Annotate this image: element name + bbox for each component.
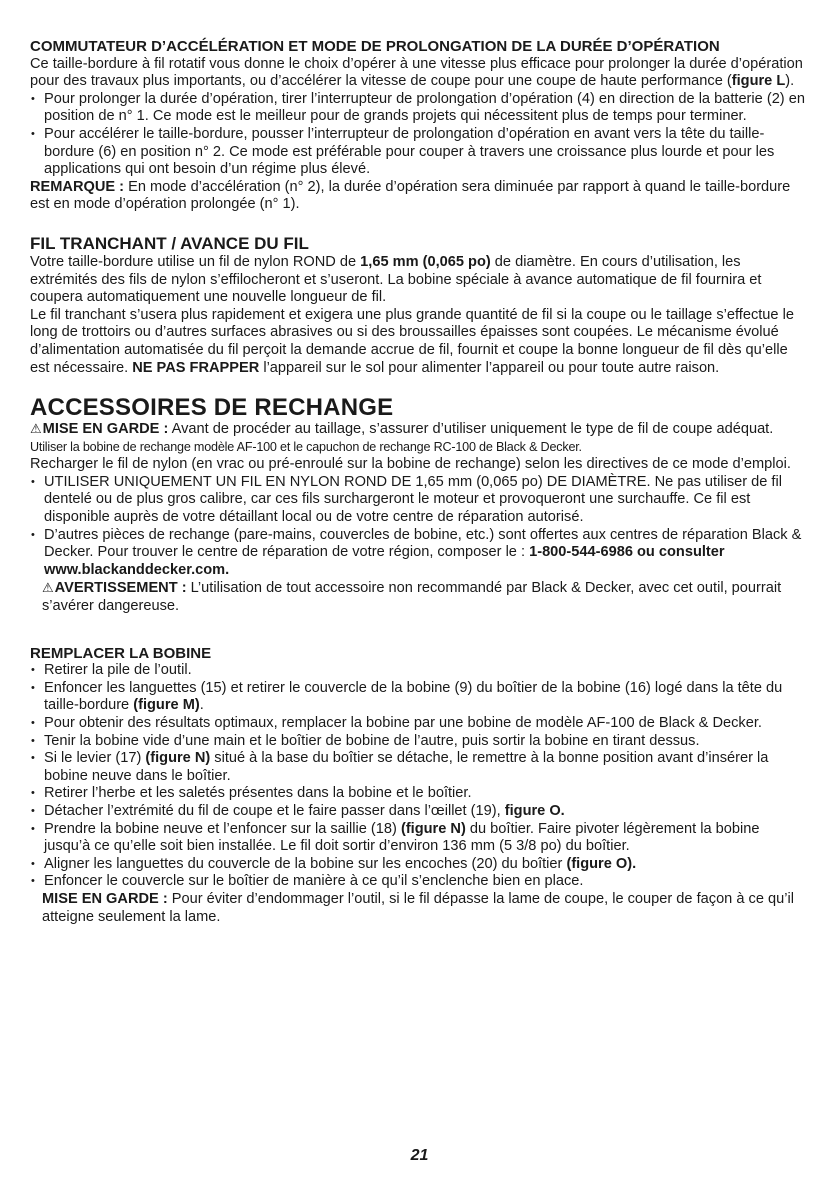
figure-ref: (figure M) — [133, 697, 200, 714]
bullet-list — [30, 474, 805, 580]
caution-label: MISE EN GARDE : — [42, 890, 168, 907]
section-switch — [30, 38, 805, 214]
figure-ref: figure O. — [504, 802, 565, 819]
figure-ref: figure L — [731, 73, 786, 90]
section-title: ACCESSOIRES DE RECHANGE — [30, 394, 394, 422]
text: l’appareil sur le sol pour alimenter l’appareil ou pour toute autre raison. — [259, 359, 720, 376]
list-item: • Enfoncer le couvercle sur le boîtier de manière à ce qu’il s’enclenche bien en place. — [30, 873, 805, 891]
text: Prendre la bobine neuve et l’enfoncer sur la saillie (18) — [44, 820, 401, 837]
list-item — [30, 803, 805, 821]
paragraph: Recharger le fil de nylon (en vrac ou pré-enroulé sur la bobine de rechange) selon les directives de ce mode d’emploi. — [30, 456, 791, 473]
bullet-list — [30, 91, 805, 179]
paragraph — [30, 254, 805, 307]
figure-ref: (figure O). — [566, 855, 637, 872]
caution-text: Pour éviter d’endommager l’outil, si le fil dépasse la lame de coupe, le couper de façon à ce qu’il atteigne seulement la lame. — [42, 890, 794, 925]
text: Aligner les languettes du couvercle de la bobine sur les encoches (20) du boîtier — [44, 855, 567, 872]
paragraph — [30, 307, 805, 377]
list-item: • Pour accélérer le taille-bordure, pousser l’interrupteur de prolongation d’opération en avant vers la tête du taille-bordure (6) en position n° 2. Ce mode est préférable pour couper à travers une croissance plus lourde et pour les applications qui ont besoin d’un régime plus élevé. — [30, 126, 805, 179]
list-item — [30, 680, 805, 715]
list-item — [30, 527, 805, 580]
list-item: • UTILISER UNIQUEMENT UN FIL EN NYLON ROND DE 1,65 mm (0,065 po) DE DIAMÈTRE. Ne pas utiliser de fil dentelé ou de plus gros calibre, car ces fils surchargeront le moteur et provoqueront une surchauffe. Ce fil est disponible auprès de votre détaillant local ou de votre centre de réparation autorisé. — [30, 474, 805, 527]
bullet-list — [30, 662, 805, 891]
page-number: 21 — [410, 1147, 429, 1164]
intro-text-end: ). — [785, 73, 795, 90]
manual-page — [30, 38, 805, 926]
list-item: • Tenir la bobine vide d’une main et le boîtier de bobine de l’autre, puis sortir la bobine en tirant dessus. — [30, 733, 805, 751]
intro-paragraph — [30, 56, 805, 91]
warning-triangle-icon: ⚠ — [42, 580, 54, 596]
text: Votre taille-bordure utilise un fil de nylon ROND de — [30, 253, 361, 270]
figure-ref: (figure N) — [145, 750, 211, 767]
spool-note: Utiliser la bobine de rechange modèle AF-100 et le capuchon de rechange RC-100 de Black & Decker. — [30, 439, 582, 454]
list-item — [30, 821, 805, 856]
section-title: COMMUTATEUR D’ACCÉLÉRATION ET MODE DE PROLONGATION DE LA DURÉE D’OPÉRATION — [30, 38, 720, 55]
text: du boîtier. Faire pivoter légèrement la bobine jusqu’à ce qu’elle soit bien installée. Le fil doit sortir d’environ 136 mm (5 3/8 po) du boîtier. — [44, 820, 760, 855]
remark-text: En mode d’accélération (n° 2), la durée d’opération sera diminuée par rapport à quand le taille-bordure est en mode d’opération prolongée (n° 1). — [30, 178, 791, 213]
section-title: REMPLACER LA BOBINE — [30, 644, 212, 662]
warning-text: L’utilisation de tout accessoire non recommandé par Black & Decker, avec cet outil, pourrait s’avérer dangereuse. — [42, 580, 782, 615]
section-replace-spool — [30, 645, 805, 927]
remark-paragraph — [30, 179, 805, 214]
line-diameter: 1,65 mm (0,065 po) — [360, 253, 491, 270]
list-item — [30, 750, 805, 785]
text: Enfoncer les languettes (15) et retirer le couvercle de la bobine (9) du boîtier de la bobine (16) logé dans la tête du taille-bordure — [44, 679, 783, 714]
text: Détacher l’extrémité du fil de coupe et le faire passer dans l’œillet (19), — [44, 802, 505, 819]
caution-label: MISE EN GARDE : — [42, 421, 169, 438]
list-item: • Retirer la pile de l’outil. — [30, 662, 805, 680]
contact-info: 1-800-544-6986 ou consulter www.blackanddecker.com. — [44, 544, 725, 578]
text: . — [199, 697, 204, 714]
emphasis: NE PAS FRAPPER — [132, 359, 260, 376]
caution-paragraph — [30, 420, 805, 439]
list-item — [30, 856, 805, 874]
text: situé à la base du boîtier se détache, le remettre à la bonne position avant d’insérer la bobine neuve dans le boîtier. — [44, 750, 769, 784]
list-item: • Retirer l’herbe et les saletés présentes dans la bobine et le boîtier. — [30, 785, 805, 803]
intro-text: Ce taille-bordure à fil rotatif vous donne le choix d’opérer à une vitesse plus efficace pour prolonger la durée d’opération pour des travaux plus importants, ou d’accélérer la vitesse de coupe pour une coupe de haute performance ( — [30, 55, 803, 90]
list-item: • Pour prolonger la durée d’opération, tirer l’interrupteur de prolongation d’opération (4) en direction de la batterie (2) en position de n° 1. Ce mode est le meilleur pour de grands projets qui nécessitent plus de temps pour terminer. — [30, 91, 805, 126]
section-accessories — [30, 396, 805, 616]
text: D’autres pièces de rechange (pare-mains, couvercles de bobine, etc.) sont offertes aux centres de réparation Black & Decker. Pour trouver le centre de réparation de votre région, composer le : — [44, 526, 802, 561]
warning-paragraph — [30, 579, 805, 615]
caution-paragraph — [30, 891, 805, 926]
figure-ref: (figure N) — [400, 820, 466, 837]
list-item: • Pour obtenir des résultats optimaux, remplacer la bobine par une bobine de modèle AF-100 de Black & Decker. — [30, 715, 805, 733]
warning-triangle-icon: ⚠ — [30, 421, 42, 437]
section-title: FIL TRANCHANT / AVANCE DU FIL — [30, 233, 309, 253]
warning-label: AVERTISSEMENT : — [54, 580, 187, 597]
remark-label: REMARQUE : — [30, 178, 125, 195]
text: Si le levier (17) — [44, 750, 146, 767]
text: Le fil tranchant s’usera plus rapidement et exigera une plus grande quantité de fil si la coupe ou le taillage s’effectue le long de trottoirs ou d’autres surfaces abrasives ou si des broussailles épaisses sont coupées. Le mécanisme évolué d’alimentation automatisée du fil perçoit la demande accrue de fil, fournit et coupe la bonne longueur de fil dès qu’elle est nécessaire. — [30, 306, 794, 376]
caution-text: Avant de procéder au taillage, s’assurer d’utiliser uniquement le type de fil de coupe adéquat. — [168, 421, 774, 438]
section-cutting-line — [30, 234, 805, 377]
text: de diamètre. En cours d’utilisation, les extrémités des fils de nylon s’effilocheront et s’useront. La bobine spéciale à avance automatique de fil fournira et coupera automatiquement une nouvelle longueur de fil. — [30, 253, 762, 306]
